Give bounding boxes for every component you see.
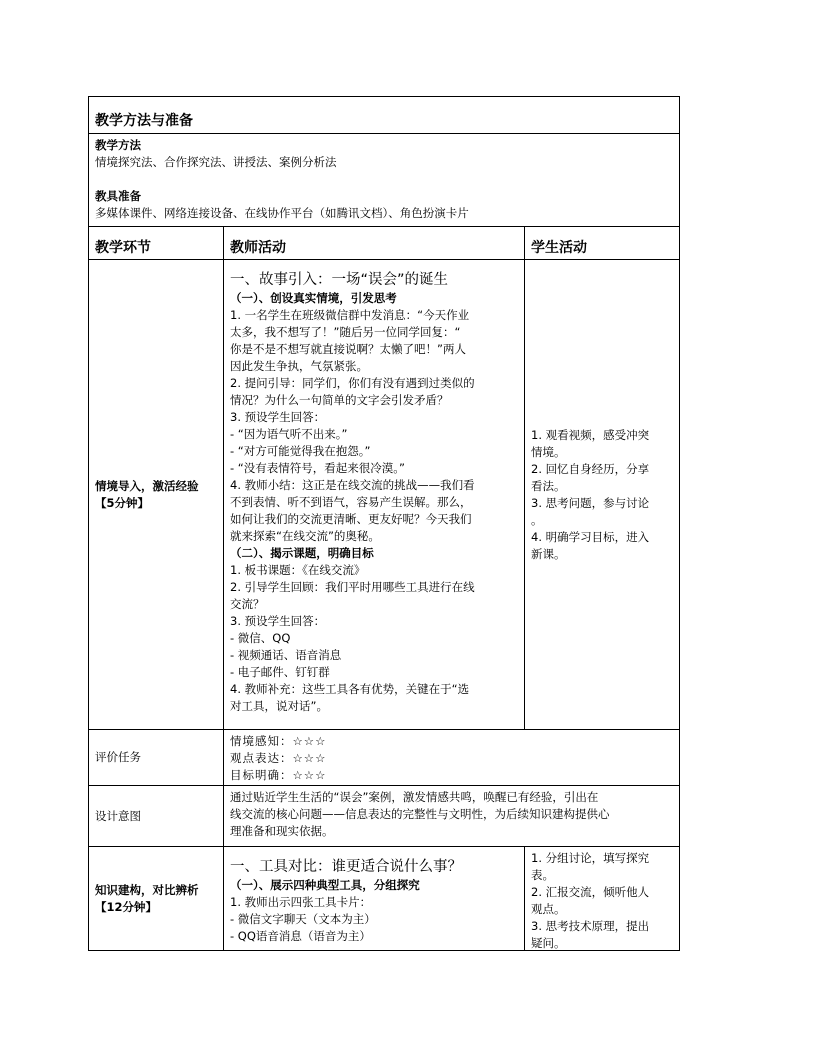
methods-text: 情境探究法、合作探究法、讲授法、案例分析法 <box>95 155 337 169</box>
teacher-activity-line: - 视频通话、语音消息 <box>230 648 342 662</box>
section1-student <box>525 260 679 729</box>
tools-heading: 教具准备 <box>95 189 141 203</box>
teacher-activity-line: 不到表情、听不到语气，容易产生误解。那么， <box>230 495 472 509</box>
teacher-activity-line: - “因为语气听不出来。” <box>230 427 348 441</box>
section1-teacher-lines <box>230 307 518 545</box>
student-activity-line: 1. 分组讨论，填写探究 <box>531 851 650 865</box>
teacher-activity-line: 对工具，说对话”。 <box>230 699 328 713</box>
teacher-activity-line: - 电子邮件、钉钉群 <box>230 665 330 679</box>
section1-teacher-lines2 <box>230 562 518 715</box>
teacher-activity-line: 2. 引导学生回顾：我们平时用哪些工具进行在线 <box>230 580 475 594</box>
methods-heading: 教学方法 <box>95 138 141 152</box>
header-stage: 教学环节 <box>89 227 224 259</box>
student-activity-line: 情境。 <box>531 444 566 459</box>
teacher-activity-line: 你是不是不想写就直接说啊？太懒了吧！”两人 <box>230 342 466 356</box>
teacher-activity-line: 1. 一名学生在班级微信群中发消息：“今天作业 <box>230 308 470 322</box>
design-line: 理准备和现实依据。 <box>230 824 334 838</box>
design-line: 线交流的核心问题——信息表达的完整性与文明性，为后续知识建构提供心 <box>230 807 610 821</box>
teacher-activity-line: 因此发生争执，气氛紧张。 <box>230 359 368 373</box>
title-row <box>89 97 679 133</box>
header-student: 学生活动 <box>531 240 587 256</box>
section1-teacher <box>224 260 525 729</box>
student-activity-line: 2. 回忆自身经历，分享 <box>531 461 650 476</box>
student-activity-line: 。 <box>531 512 543 527</box>
teacher-activity-line: 4. 教师补充：这些工具各有优势，关键在于“选 <box>230 682 470 696</box>
evaluation-row <box>89 729 679 785</box>
student-activity-line: 看法。 <box>531 478 566 493</box>
section2-row <box>89 846 679 950</box>
lesson-plan-table <box>88 96 680 951</box>
evaluation-item: 情境感知：☆☆☆ <box>230 734 327 748</box>
methods-block <box>89 134 679 226</box>
teacher-activity-line: - 微信、QQ <box>230 631 291 645</box>
evaluation-item: 观点表达：☆☆☆ <box>230 751 327 765</box>
teacher-activity-line: 就来探索“在线交流”的奥秘。 <box>230 529 380 543</box>
student-activity-line: 观点。 <box>531 902 566 916</box>
teacher-activity-line: - “对方可能觉得我在抱怨。” <box>230 444 371 458</box>
spacer <box>95 171 673 188</box>
evaluation-items <box>224 730 679 785</box>
section2-heading: 一、工具对比：谁更适合说什么事？ <box>230 859 462 875</box>
teacher-activity-line: - “没有表情符号，看起来很冷漠。” <box>230 461 405 475</box>
evaluation-label: 评价任务 <box>89 730 224 785</box>
section1-stage <box>89 260 224 729</box>
section1-stage-label: 情境导入，激活经验【5分钟】 <box>95 478 199 510</box>
design-label: 设计意图 <box>89 786 224 846</box>
student-activity-line: 3. 思考技术原理，提出 <box>531 919 650 933</box>
section1-heading: 一、故事引入：一场“误会”的诞生 <box>230 272 449 288</box>
design-text <box>224 786 679 846</box>
section2-student <box>525 847 679 950</box>
section2-teacher <box>224 847 525 950</box>
section2-student-lines <box>531 850 673 952</box>
evaluation-item: 目标明确：☆☆☆ <box>230 768 327 782</box>
teacher-activity-line: - QQ语音消息（语音为主） <box>230 929 371 943</box>
header-teacher: 教师活动 <box>224 227 525 259</box>
section2-stage <box>89 847 224 950</box>
design-line: 通过贴近学生生活的“误会”案例，激发情感共鸣，唤醒已有经验，引出在 <box>230 790 599 804</box>
teacher-activity-line: 太多，我不想写了！”随后另一位同学回复：“ <box>230 325 461 339</box>
teacher-activity-line: 如何让我们的交流更清晰、更友好呢？今天我们 <box>230 512 472 526</box>
teacher-activity-line: 3. 预设学生回答： <box>230 410 326 424</box>
student-activity-line: 疑问。 <box>531 936 566 950</box>
section2-stage-label: 知识建构，对比辨析【12分钟】 <box>95 882 199 914</box>
student-activity-line: 3. 思考问题，参与讨论 <box>531 495 650 510</box>
student-activity-line: 新课。 <box>531 546 566 561</box>
teacher-activity-line: - 微信文字聊天（文本为主） <box>230 912 376 926</box>
section-title: 教学方法与准备 <box>95 113 193 129</box>
section2-sub1: （一）、展示四种典型工具，分组探究 <box>230 878 420 892</box>
methods-row <box>89 133 679 226</box>
section1-row <box>89 259 679 729</box>
student-activity-line: 4. 明确学习目标，进入 <box>531 529 650 544</box>
design-row <box>89 785 679 846</box>
teacher-activity-line: 情况？为什么一句简单的文字会引发矛盾？ <box>230 393 449 407</box>
student-activity-line: 1. 观看视频，感受冲突 <box>531 427 650 442</box>
teacher-activity-line: 1. 板书课题：《在线交流》 <box>230 563 366 577</box>
teacher-activity-line: 3. 预设学生回答： <box>230 614 326 628</box>
student-activity-line: 表。 <box>531 868 554 882</box>
section1-student-lines <box>531 427 649 563</box>
teacher-activity-line: 2. 提问引导：同学们，你们有没有遇到过类似的 <box>230 376 475 390</box>
section1-sub1: （一）、创设真实情境，引发思考 <box>230 291 397 305</box>
section1-sub2: （二）、揭示课题，明确目标 <box>230 546 374 560</box>
section2-teacher-lines <box>230 894 518 945</box>
tools-text: 多媒体课件、网络连接设备、在线协作平台（如腾讯文档）、角色扮演卡片 <box>95 206 469 220</box>
teacher-activity-line: 1. 教师出示四张工具卡片： <box>230 895 372 909</box>
column-header-row <box>89 226 679 259</box>
teacher-activity-line: 交流？ <box>230 597 265 611</box>
student-activity-line: 2. 汇报交流，倾听他人 <box>531 885 650 899</box>
teacher-activity-line: 4. 教师小结：这正是在线交流的挑战——我们看 <box>230 478 475 492</box>
